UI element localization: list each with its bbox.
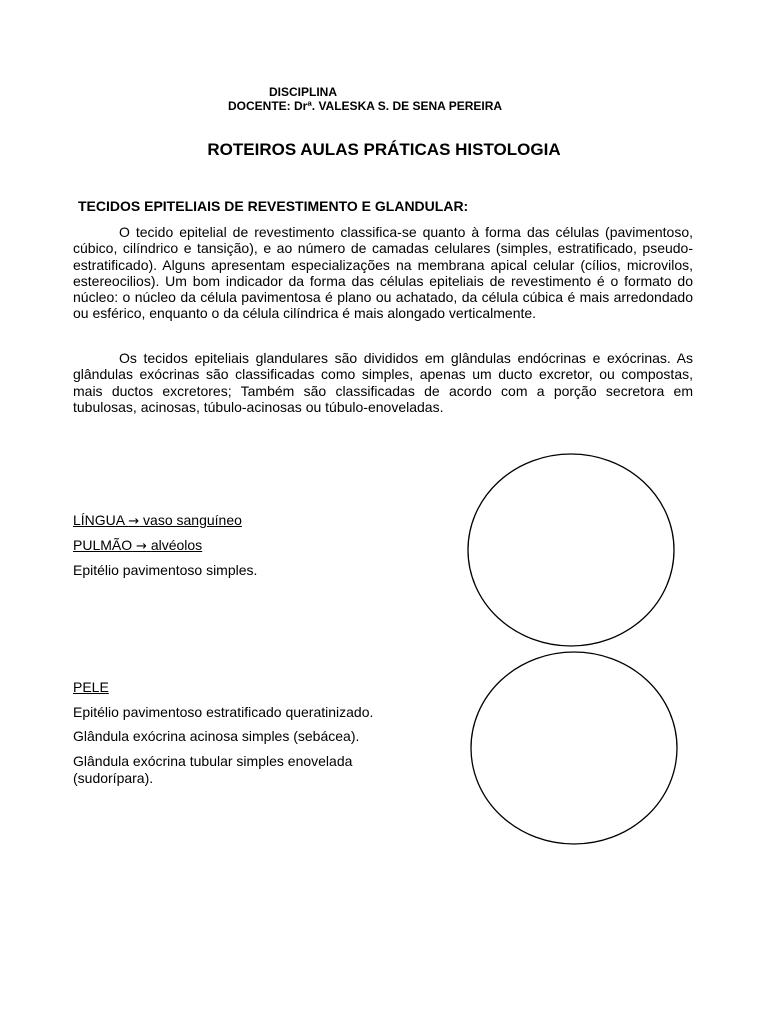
epitelio-estratificado-text: Epitélio pavimentoso estratificado queratinizado. bbox=[73, 704, 374, 720]
docente-label: DOCENTE: Drª. VALESKA S. DE SENA PEREIRA bbox=[228, 99, 503, 113]
lingua-organ-label: LÍNGUA bbox=[73, 512, 125, 528]
lingua-structure-label: vaso sanguíneo bbox=[143, 512, 242, 528]
page-title: ROTEIROS AULAS PRÁTICAS HISTOLOGIA bbox=[207, 140, 561, 159]
pele-label: PELE bbox=[73, 679, 109, 695]
drawing-circle-lingua-pulmao[interactable] bbox=[468, 454, 674, 646]
right-arrow-icon: → bbox=[128, 514, 140, 529]
discipline-label: DISCIPLINA bbox=[269, 85, 338, 99]
pulmao-structure-label: alvéolos bbox=[150, 537, 203, 553]
right-arrow-icon: → bbox=[136, 539, 147, 554]
intro-paragraph-revestimento: O tecido epitelial de revestimento classifica-se quanto à forma das células (pavimentoso, cúbico, cilíndrico e tansição), e ao número de camadas celulares (simples, estratificado, pseudo-estratificado). Alguns apresentam especializações na membrana apical celular (cílios, microvilos, estereocilios). Um bom indicador da forma das células epiteliais de revestimento é o formato do núcleo: o núcleo da célula pavimentosa é plano ou achatado, da célula cúbica é mais arredondado ou esférico, enquanto o da célula cilíndrica é mais alongado verticalmente. bbox=[73, 224, 693, 322]
pulmao-organ-label: PULMÃO bbox=[73, 537, 133, 553]
drawing-circle-pele[interactable] bbox=[471, 652, 677, 844]
section-heading: TECIDOS EPITELIAIS DE REVESTIMENTO E GLANDULAR: bbox=[78, 198, 469, 214]
glandula-acinosa-text: Glândula exócrina acinosa simples (sebácea). bbox=[73, 728, 360, 744]
intro-paragraph-glandular: Os tecidos epiteliais glandulares são divididos em glândulas endócrinas e exócrinas. As glândulas exócrinas são classificadas como simples, apenas um ducto excretor, ou compostas, mais ductos excretores; Também são classificadas de acordo com a porção secretora em tubulosas, acinosas, túbulo-acinosas ou túbulo-enoveladas. bbox=[73, 350, 693, 415]
glandula-tubular-text: Glândula exócrina tubular simples enovelada (sudorípara). bbox=[73, 753, 353, 786]
epitelio-simples-text: Epitélio pavimentoso simples. bbox=[73, 562, 258, 578]
